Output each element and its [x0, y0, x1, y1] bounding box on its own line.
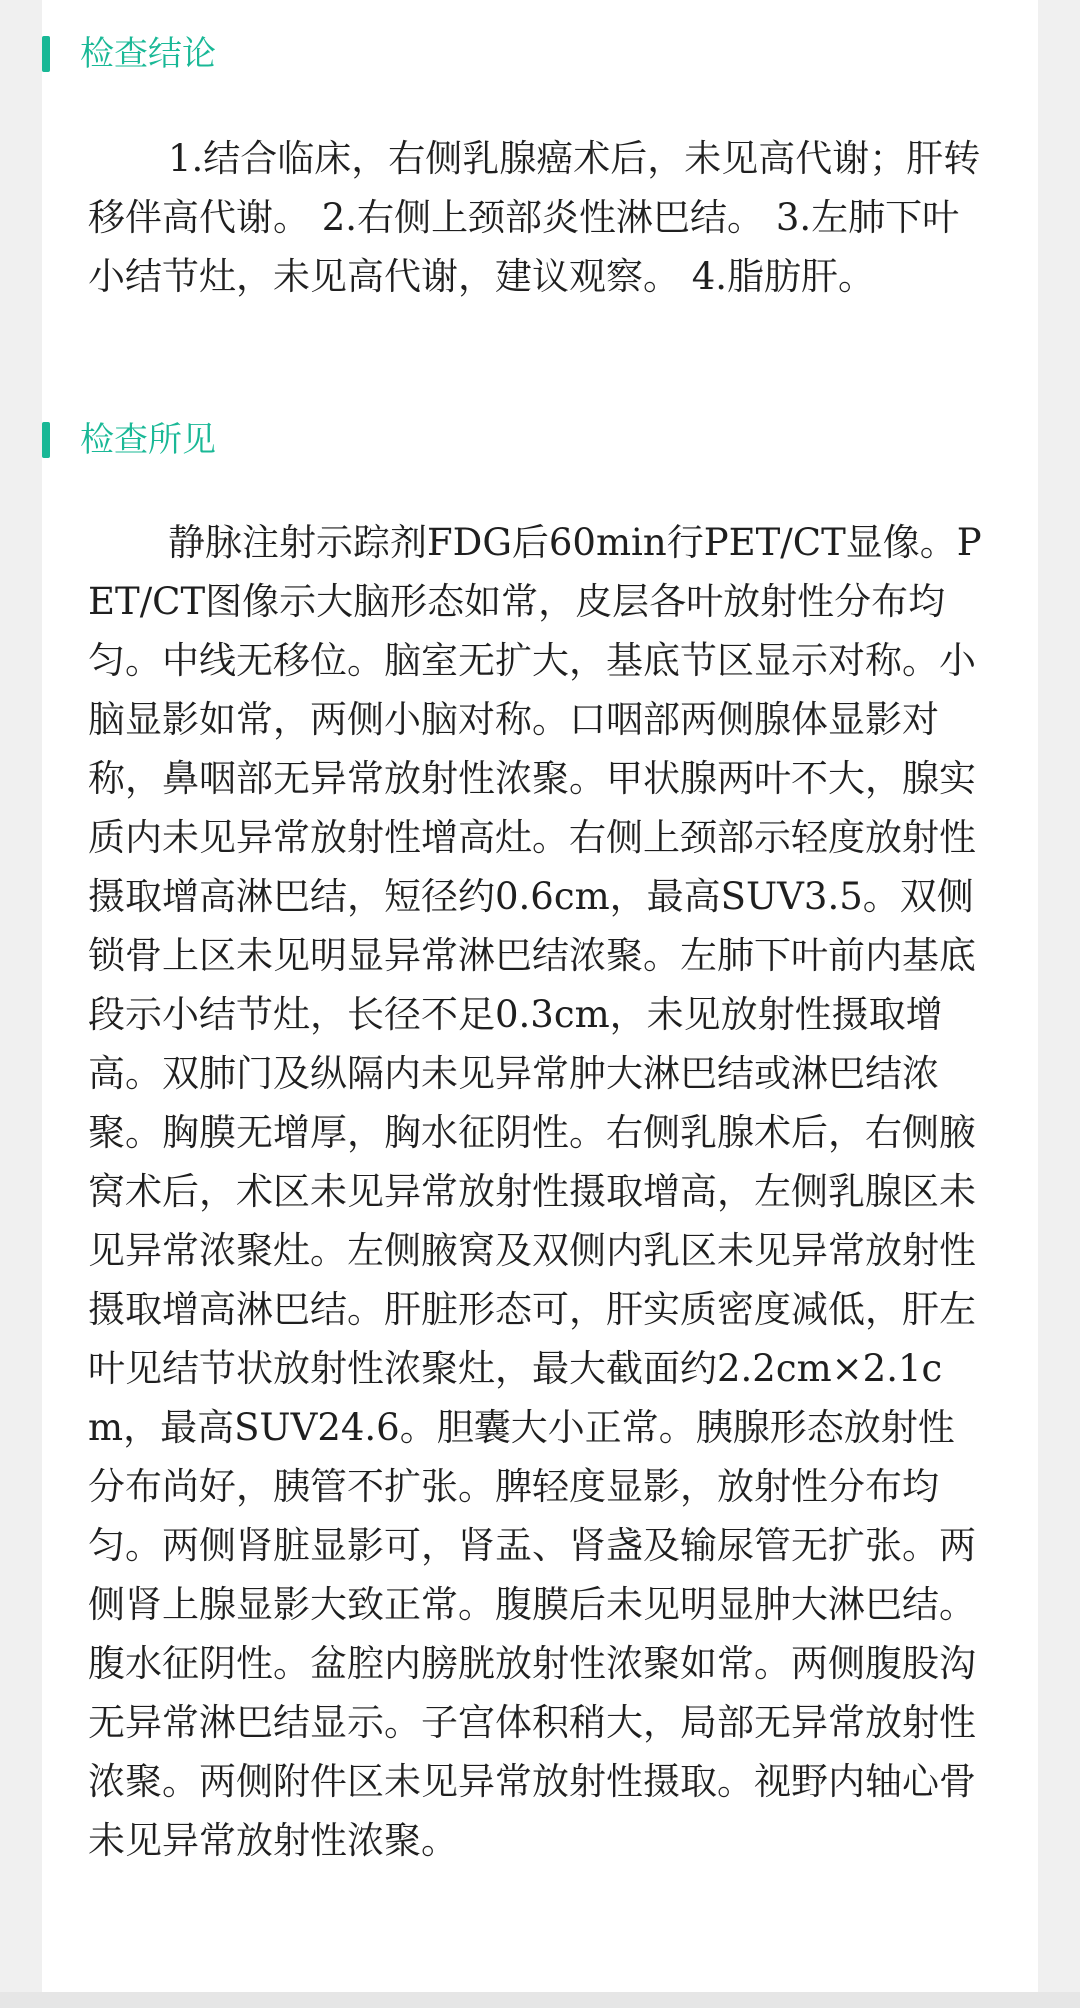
- section-accent-bar: [42, 422, 50, 458]
- section-header-findings: [42, 420, 216, 460]
- section-title-findings: 检查所见: [80, 420, 216, 460]
- section-body-conclusion: 1.结合临床，右侧乳腺癌术后，未见高代谢；肝转移伴高代谢。 2.右侧上颈部炎性淋巴结。 3.左肺下叶小结节灶，未见高代谢，建议观察。 4.脂肪肝。: [88, 137, 981, 298]
- section-accent-bar: [42, 36, 50, 72]
- section-header-conclusion: [42, 34, 216, 74]
- section-title-conclusion: 检查结论: [80, 34, 216, 74]
- report-card: [42, 0, 1038, 2008]
- bottom-scroll-edge: [0, 1992, 1080, 2008]
- section-body-findings: 静脉注射示踪剂FDG后60min行PET/CT显像。PET/CT图像示大脑形态如常，皮层各叶放射性分布均匀。中线无移位。脑室无扩大，基底节区显示对称。小脑显影如常，两侧小脑对称。口咽部两侧腺体显影对称，鼻咽部无异常放射性浓聚。甲状腺两叶不大，腺实质内未见异常放射性增高灶。右侧上颈部示轻度放射性摄取增高淋巴结，短径约0.6cm，最高SUV3.5。双侧锁骨上区未见明显异常淋巴结浓聚。左肺下叶前内基底段示小结节灶，长径不足0.3cm，未见放射性摄取增高。双肺门及纵隔内未见异常肿大淋巴结或淋巴结浓聚。胸膜无增厚，胸水征阴性。右侧乳腺术后，右侧腋窝术后，术区未见异常放射性摄取增高，左侧乳腺区未见异常浓聚灶。左侧腋窝及双侧内乳区未见异常放射性摄取增高淋巴结。肝脏形态可，肝实质密度减低，肝左叶见结节状放射性浓聚灶，最大截面约2.2cm×2.1cm，最高SUV24.6。胆囊大小正常。胰腺形态放射性分布尚好，胰管不扩张。脾轻度显影，放射性分布均匀。两侧肾脏显影可，肾盂、肾盏及输尿管无扩张。两侧肾上腺显影大致正常。腹膜后未见明显肿大淋巴结。腹水征阴性。盆腔内膀胱放射性浓聚如常。两侧腹股沟无异常淋巴结显示。子宫体积稍大，局部无异常放射性浓聚。两侧附件区未见异常放射性摄取。视野内轴心骨未见异常放射性浓聚。: [88, 521, 982, 1862]
